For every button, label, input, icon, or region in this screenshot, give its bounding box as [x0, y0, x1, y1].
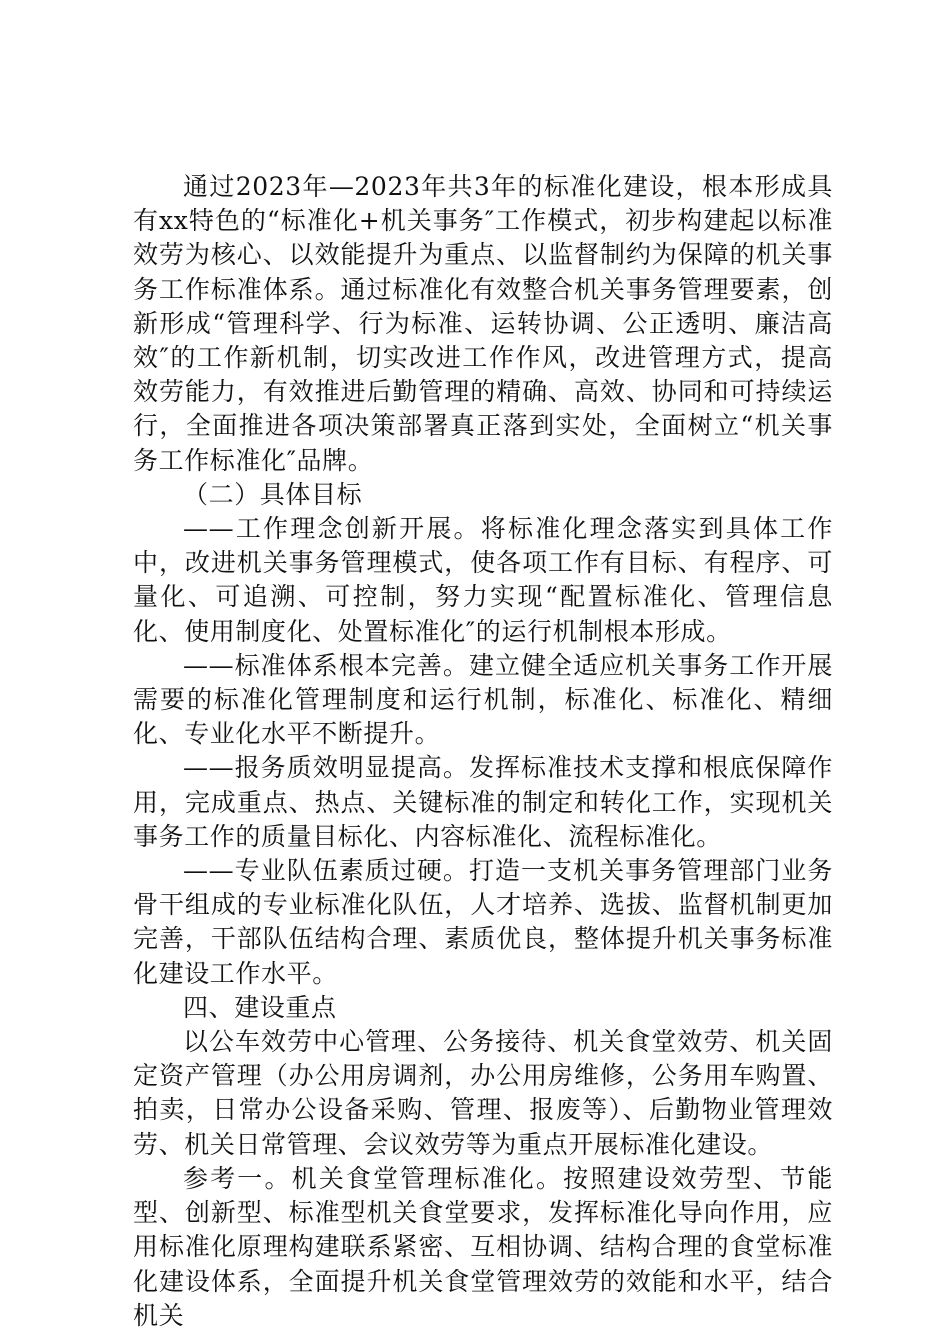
section-heading-key-points: 四、建设重点	[183, 992, 337, 1022]
paragraph-reference-one: 参考一。机关食堂管理标准化。按照建设效劳型、节能型、创新型、标准型机关食堂要求，发挥标准化导向作用，应用标准化原理构建联系紧密、互相协调、结构合理的食堂标准化建设体系，全面提升机关食堂管理效劳的效能和水平，结合机关	[133, 1163, 833, 1330]
paragraph-intro: 通过2023年—2023年共3年的标准化建设，根本形成具有xx特色的“标准化+机关事务″工作模式，初步构建起以标准效劳为核心、以效能提升为重点、以监督制约为保障的机关事务工作标准体系。通过标准化有效整合机关事务管理要素，创新形成“管理科学、行为标准、运转协调、公正透明、廉洁高效″的工作新机制，切实改进工作作风，改进管理方式，提高效劳能力，有效推进后勤管理的精确、高效、协同和可持续运行，全面推进各项决策部署真正落到实处，全面树立“机关事务工作标准化″品牌。	[133, 172, 833, 475]
paragraph-goal-quality: ——报务质效明显提高。发挥标准技术支撑和根底保障作用，完成重点、热点、关键标准的制定和转化工作，实现机关事务工作的质量目标化、内容标准化、流程标准化。	[133, 753, 833, 851]
paragraph-goal-concept: ——工作理念创新开展。将标准化理念落实到具体工作中，改进机关事务管理模式，使各项工作有目标、有程序、可量化、可追溯、可控制，努力实现“配置标准化、管理信息化、使用制度化、处置标准化″的运行机制根本形成。	[133, 514, 833, 646]
document-body	[133, 170, 833, 1333]
paragraph-key-points: 以公车效劳中心管理、公务接待、机关食堂效劳、机关固定资产管理（办公用房调剂，办公用房维修，公务用车购置、拍卖，日常办公设备采购、管理、报废等）、后勤物业管理效劳、机关日常管理、会议效劳等为重点开展标准化建设。	[133, 1027, 833, 1159]
paragraph-goal-team: ——专业队伍素质过硬。打造一支机关事务管理部门业务骨干组成的专业标准化队伍，人才培养、选拔、监督机制更加完善，干部队伍结构合理、素质优良，整体提升机关事务标准化建设工作水平。	[133, 856, 833, 988]
section-heading-specific-goals: （二）具体目标	[183, 479, 363, 509]
paragraph-goal-system: ——标准体系根本完善。建立健全适应机关事务工作开展需要的标准化管理制度和运行机制，标准化、标准化、精细化、专业化水平不断提升。	[133, 650, 833, 749]
